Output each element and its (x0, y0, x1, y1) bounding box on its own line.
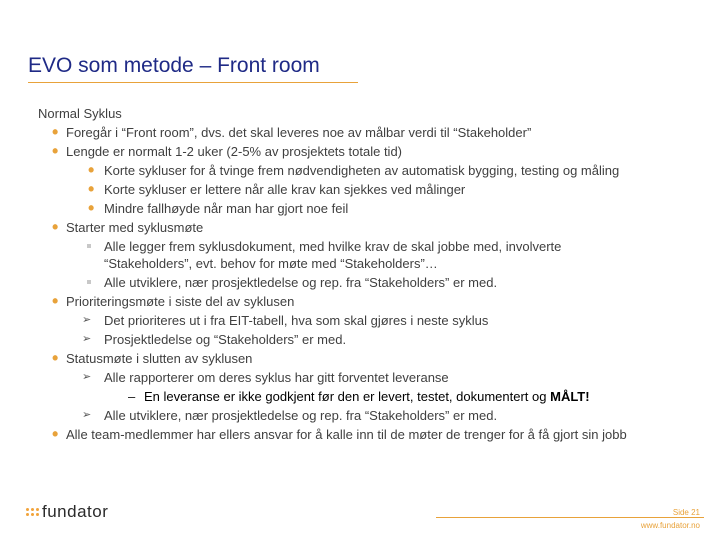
footer-url: www.fundator.no (640, 521, 700, 530)
slide-title: EVO som metode – Front room (28, 54, 320, 77)
list-item-text: Korte sykluser for å tvinge frem nødvendigheten av automatisk bygging, testing og måling (104, 163, 620, 178)
bullet-icon: • (88, 198, 95, 218)
list-item (38, 425, 627, 444)
list-item (38, 330, 627, 349)
list-item (38, 368, 627, 387)
list-item-text: Foregår i “Front room”, dvs. det skal leveres noe av målbar verdi til “Stakeholder” (66, 125, 532, 140)
list-item-text: Korte sykluser er lettere når alle krav kan sjekkes ved målinger (104, 182, 466, 197)
bullet-icon: • (88, 179, 95, 199)
list-item (38, 349, 627, 368)
bullet-icon: • (52, 141, 59, 161)
list-item (38, 142, 627, 161)
list-item-text: Mindre fallhøyde når man har gjort noe feil (104, 201, 349, 216)
list-item (38, 199, 627, 218)
list-item (38, 406, 627, 425)
logo-dots-icon (26, 508, 39, 516)
slide-number: Side 21 (672, 508, 700, 517)
list-item-text: Det prioriteres ut i fra EIT-tabell, hva som skal gjøres i neste syklus (104, 313, 489, 328)
emphasis-text: MÅLT! (550, 389, 590, 404)
arrow-bullet-icon: ➢ (82, 333, 92, 345)
square-bullet-icon (87, 244, 91, 248)
slide-body (38, 104, 627, 444)
bullet-icon: • (52, 217, 59, 237)
bullet-icon: • (88, 160, 95, 180)
bullet-icon: • (52, 424, 59, 444)
dash-bullet-icon: – (128, 389, 136, 404)
arrow-bullet-icon: ➢ (82, 371, 92, 383)
list-item-text: Alle team-medlemmer har ellers ansvar for å kalle inn til de møter de trenger for å få gjort sin jobb (66, 427, 627, 442)
list-item-text: Alle utviklere, nær prosjektledelse og rep. fra “Stakeholders” er med. (104, 275, 498, 290)
bullet-icon: • (52, 348, 59, 368)
list-item-text: Alle utviklere, nær prosjektledelse og rep. fra “Stakeholders” er med. (104, 408, 498, 423)
list-item-continuation: “Stakeholders”, evt. behov for møte med “Stakeholders”… (104, 256, 438, 271)
bullet-icon: • (52, 291, 59, 311)
list-item (38, 161, 627, 180)
list-item (38, 123, 627, 142)
fundator-logo (26, 502, 108, 522)
list-item-text: Lengde er normalt 1-2 uker (2-5% av prosjektets totale tid) (66, 144, 403, 159)
list-item-text: Prosjektledelse og “Stakeholders” er med. (104, 332, 347, 347)
list-item-text: Statusmøte i slutten av syklusen (66, 351, 253, 366)
footer-divider (436, 517, 704, 518)
title-underline (28, 82, 358, 83)
list-item (38, 180, 627, 199)
list-item-text: Starter med syklusmøte (66, 220, 204, 235)
list-item-text: Prioriteringsmøte i siste del av syklusen (66, 294, 295, 309)
list-item-text: Alle rapporterer om deres syklus har gitt forventet leveranse (104, 370, 449, 385)
list-item-text: Alle legger frem syklusdokument, med hvilke krav de skal jobbe med, involverte (104, 239, 562, 254)
list-item (38, 387, 627, 406)
bullet-icon: • (52, 122, 59, 142)
heading-normal-syklus: Normal Syklus (38, 106, 122, 121)
list-item (38, 273, 627, 292)
arrow-bullet-icon: ➢ (82, 314, 92, 326)
list-item-text: En leveranse er ikke godkjent før den er levert, testet, dokumentert og (144, 389, 551, 404)
list-item (38, 311, 627, 330)
arrow-bullet-icon: ➢ (82, 409, 92, 421)
list-item (38, 218, 627, 237)
logo-text: fundator (42, 502, 109, 521)
list-item (38, 292, 627, 311)
square-bullet-icon (87, 280, 91, 284)
